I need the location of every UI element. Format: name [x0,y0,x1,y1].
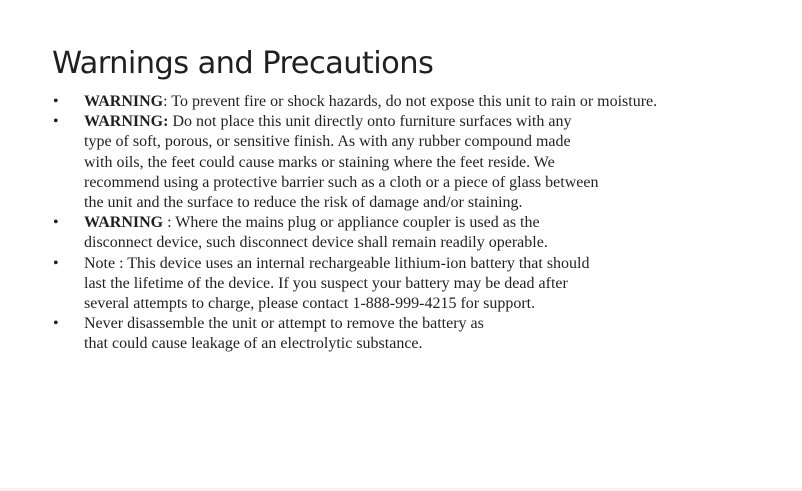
list-item-fire-shock-warning [52,92,782,112]
list-item-line [84,112,782,132]
bullet-icon: • [53,214,59,232]
list-item-line: several attempts to charge, please contact 1-888-999-4215 for support. [84,295,536,313]
bullet-icon: • [53,113,59,131]
list-item-mains-plug-warning [52,213,782,253]
list-item-line: type of soft, porous, or sensitive finish. As with any rubber compound made [84,133,571,151]
list-item-line [84,213,782,233]
bullet-icon: • [53,93,59,110]
list-item-line: last the lifetime of the device. If you suspect your battery may be dead after [84,274,568,292]
bullet-icon: • [53,315,59,333]
list-item-battery-note [52,254,782,315]
list-item-line: the unit and the surface to reduce the risk of damage and/or staining. [84,194,523,212]
warning-text: : Where the mains plug or appliance coupler is used as the [163,214,540,232]
list-item-line: that could cause leakage of an electrolytic substance. [84,335,423,353]
warnings-list [52,92,782,355]
list-item-line: Never disassemble the unit or attempt to remove the battery as [84,315,484,333]
page-title: Warnings and Precautions [52,46,434,81]
warning-label: WARNING [84,214,164,232]
list-item-furniture-warning [52,112,782,213]
list-item-line: Note : This device uses an internal rechargeable lithium-ion battery that should [84,254,590,272]
list-item-line: recommend using a protective barrier such as a cloth or a piece of glass between [84,173,599,191]
warning-text: Do not place this unit directly onto furniture surfaces with any [168,113,572,131]
list-item-line: with oils, the feet could cause marks or staining where the feet reside. We [84,153,555,171]
list-item-disassemble-warning [52,314,782,354]
warning-label: WARNING: [84,113,169,131]
list-item-line: disconnect device, such disconnect device shall remain readily operable. [84,234,548,252]
bullet-icon: • [53,254,59,272]
warning-text: : To prevent fire or shock hazards, do not expose this unit to rain or moisture. [163,93,658,110]
warning-label: WARNING [84,93,164,110]
list-item-line [84,92,782,112]
